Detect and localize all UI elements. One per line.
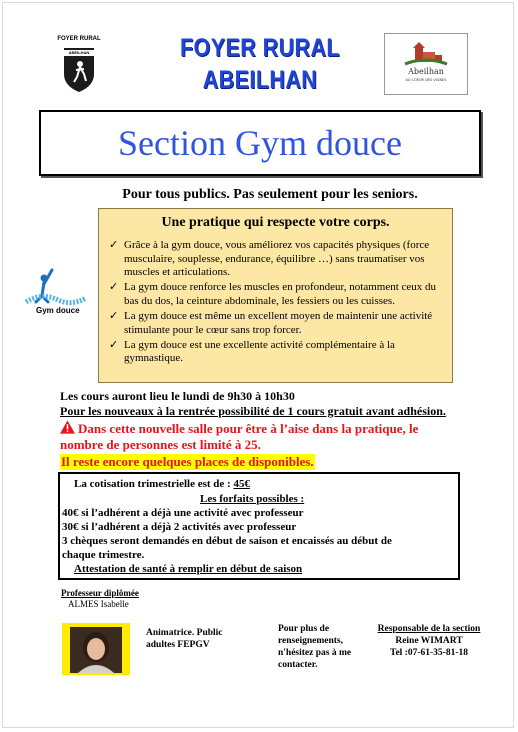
contact-line-3: n'hésitez pas à me	[278, 648, 352, 658]
check-icon: ✓	[109, 281, 119, 294]
right-logo-subtext: AU COEUR DES VIGNES	[405, 78, 447, 82]
professor-photo	[62, 623, 130, 675]
benefits-list	[107, 239, 443, 367]
abeilhan-logo	[384, 33, 468, 95]
header-title-line1: FOYER RURAL	[179, 34, 341, 62]
left-logo-subtext: ABEILHAN	[68, 50, 90, 55]
gym-logo-label: Gym douce	[36, 306, 80, 315]
role-line-1: Animatrice. Public	[146, 628, 223, 638]
benefit-text: La gym douce est une excellente activité complémentaire à la gymnastique.	[124, 338, 395, 365]
benefit-text: Grâce à la gym douce, vous améliorez vos capacités physiques (force musculaire, souplesse, endurance, équilibre …) sans traumatiser vos muscles et articulations.	[124, 239, 430, 279]
contact-line-1: Pour plus de	[278, 624, 330, 634]
cheques-line-1: 3 chèques seront demandés en début de saison et encaissés au début de	[62, 535, 392, 547]
header-title	[174, 32, 346, 96]
cotisation-label: La cotisation trimestrielle est de :	[74, 478, 231, 490]
professor-label: Professeur diplômée	[61, 588, 139, 598]
fees-box	[58, 472, 460, 580]
benefit-text: La gym douce renforce les muscles en profondeur, notamment ceux du bas du dos, la ceinture abdominale, les fessiers ou les cuisses.	[124, 281, 437, 307]
responsible-name: Reine WIMART	[395, 636, 463, 646]
cotisation-line	[74, 477, 250, 491]
contact-line-4: contacter.	[278, 660, 318, 670]
list-item	[107, 339, 443, 366]
benefits-box	[98, 208, 453, 383]
professor-name: ALMES Isabelle	[68, 599, 129, 609]
contact-line-2: renseignements,	[278, 636, 343, 646]
responsible-label: Responsable de la section	[377, 624, 481, 634]
responsible-info	[370, 623, 488, 659]
header-title-line2: ABEILHAN	[202, 66, 318, 94]
responsible-phone: Tel :07-61-35-81-18	[389, 648, 468, 658]
section-title: Section Gym douce	[118, 123, 402, 163]
benefits-heading: Une pratique qui respecte votre corps.	[161, 215, 390, 230]
forfait-1: 40€ si l’adhérent a déjà une activité avec professeur	[62, 507, 304, 519]
list-item	[107, 239, 443, 280]
shield-logo-icon	[50, 36, 108, 94]
check-icon: ✓	[109, 239, 119, 251]
warning-icon	[60, 420, 75, 434]
capacity-alert	[60, 420, 460, 453]
list-item	[107, 310, 443, 337]
foyer-rural-logo	[50, 36, 108, 94]
check-icon: ✓	[109, 338, 119, 351]
person-icon	[70, 627, 122, 673]
subtitle: Pour tous publics. Pas seulement pour les seniors.	[122, 187, 418, 202]
village-logo-icon	[385, 34, 467, 94]
stretching-figure-icon	[22, 262, 88, 308]
right-logo-text: Abeilhan	[408, 67, 444, 76]
list-item	[107, 281, 443, 308]
places-highlight: Il reste encore quelques places de disponibles.	[61, 454, 314, 469]
forfait-2: 30€ si l’adhérent a déjà 2 activités avec professeur	[62, 521, 297, 533]
alert-text: Dans cette nouvelle salle pour être à l’aise dans la pratique, le nombre de personnes est limité à 25.	[60, 421, 419, 452]
check-icon: ✓	[109, 309, 119, 322]
attestation-text: Attestation de santé à remplir en début de saison	[74, 563, 303, 575]
professor-role	[146, 627, 256, 651]
role-line-2: adultes FEPGV	[146, 640, 210, 650]
benefit-text: La gym douce est même un excellent moyen de maintenir une activité stimulante pour le cœur sans trop forcer.	[124, 309, 433, 336]
contact-info	[278, 623, 368, 671]
cheques-line-2: chaque trimestre.	[62, 549, 145, 561]
gym-douce-logo	[22, 262, 88, 318]
cotisation-value: 45€	[233, 478, 250, 490]
forfaits-title: Les forfaits possibles :	[200, 493, 305, 505]
trial-text: Pour les nouveaux à la rentrée possibilité de 1 cours gratuit avant adhésion.	[60, 404, 446, 418]
section-title-box	[39, 110, 481, 176]
schedule-text: Les cours auront lieu le lundi de 9h30 à 10h30	[60, 389, 295, 403]
portrait-image	[70, 627, 122, 673]
left-logo-text: FOYER RURAL	[57, 36, 101, 42]
